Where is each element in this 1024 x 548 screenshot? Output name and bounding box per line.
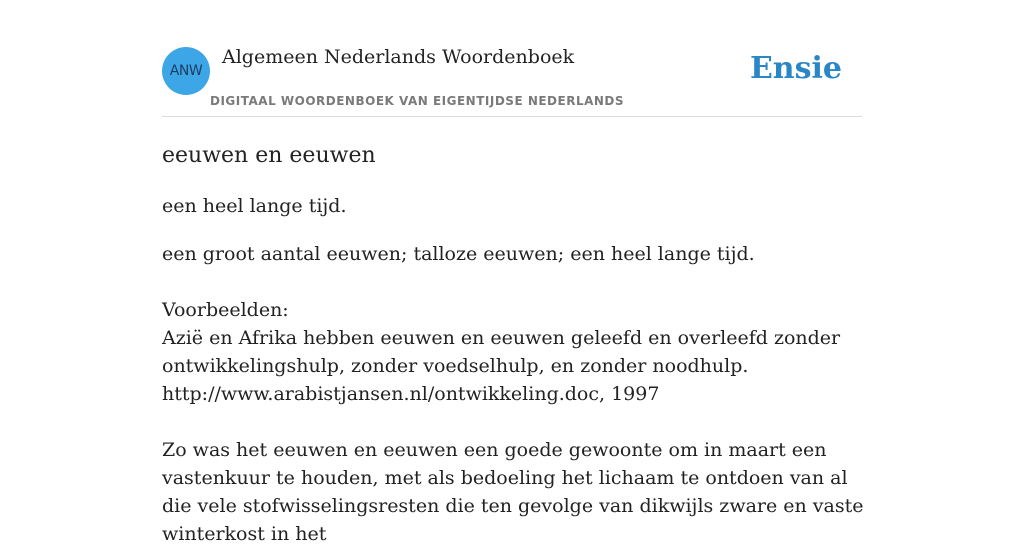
anw-logo[interactable] bbox=[162, 47, 210, 95]
long-definition-block bbox=[162, 240, 867, 548]
spacer bbox=[162, 408, 867, 436]
logo-text: ANW bbox=[169, 63, 203, 79]
main-container bbox=[162, 0, 862, 548]
spacer bbox=[162, 268, 867, 296]
examples-label: Voorbeelden: bbox=[162, 299, 289, 321]
ensie-brand-logo[interactable]: Ensie bbox=[749, 51, 842, 86]
source-title[interactable]: Algemeen Nederlands Woordenboek bbox=[222, 46, 575, 68]
short-definition: een heel lange tijd. bbox=[162, 195, 347, 217]
example-source: http://www.arabistjansen.nl/ontwikkeling.doc, 1997 bbox=[162, 383, 660, 405]
example-text: Azië en Afrika hebben eeuwen en eeuwen geleefd en overleefd zonder ontwikkelingshulp, zonder voedselhulp, en zonder noodhulp. bbox=[162, 327, 841, 377]
long-definition: een groot aantal eeuwen; talloze eeuwen; een heel lange tijd. bbox=[162, 243, 755, 265]
source-header bbox=[162, 0, 862, 117]
entry-content bbox=[162, 143, 862, 548]
example-text: Zo was het eeuwen en eeuwen een goede gewoonte om in maart een vastenkuur te houden, met als bedoeling het lichaam te ontdoen van al die vele stofwisselingsresten die ten gevolge van dikwijls zware en vaste winterkost in het bbox=[162, 439, 864, 545]
entry-term: eeuwen en eeuwen bbox=[162, 143, 376, 168]
source-subtitle: DIGITAAL WOORDENBOEK VAN EIGENTIJDSE NEDERLANDS bbox=[210, 94, 625, 108]
